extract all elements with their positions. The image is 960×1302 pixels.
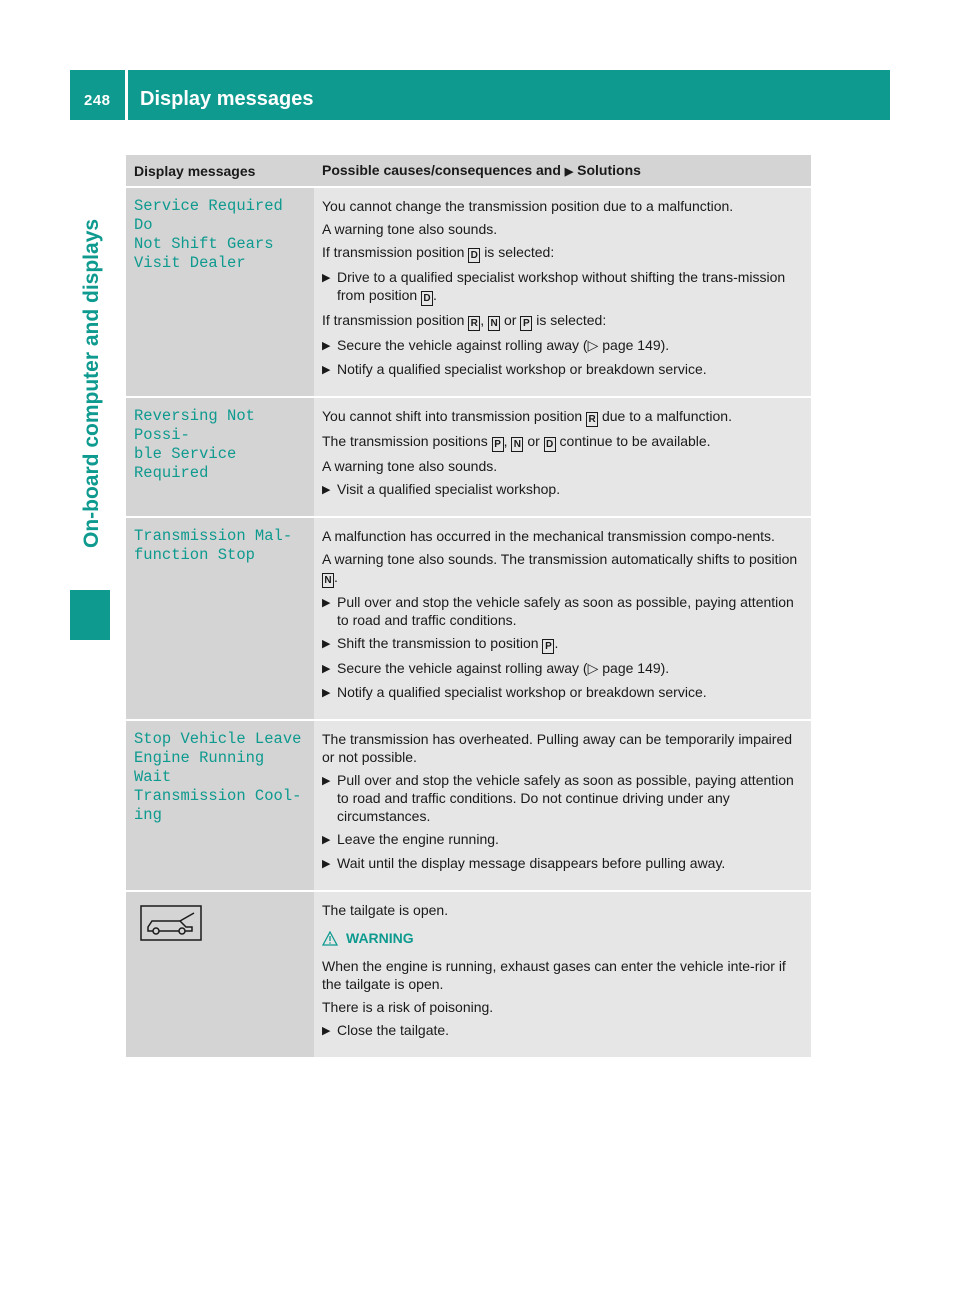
table-row: Service Required Do Not Shift Gears Visit Dealer You cannot change the transmission position due to a malfunction. A warning tone also sounds. If transmission position D is selected: ▶ Drive to a qualified specialist workshop without shifting the trans-mission from position D . If transmission position R , N or P is selected: ▶ Secure the vehicle against rolling away (▷ page 149). ▶ Notify a qualified specialist workshop or breakdown service. — [126, 187, 811, 397]
gear-d-icon: D — [421, 291, 433, 306]
display-messages-table — [126, 155, 811, 1059]
arrow-right-icon: ▶ — [322, 858, 331, 870]
table-row: Reversing Not Possi- ble Service Required You cannot shift into transmission position R due to a malfunction. The transmission positions P , N or D continue to be available. A warning tone also sounds. ▶ Visit a qualified specialist workshop. — [126, 397, 811, 517]
list-item: ▶ Drive to a qualified specialist workshop without shifting the trans-mission from position D . — [322, 269, 786, 304]
gear-p-icon: P — [542, 639, 554, 654]
header-divider — [125, 70, 128, 120]
list-item: ▶ Notify a qualified specialist workshop or breakdown service. — [322, 361, 707, 377]
arrow-right-icon: ▶ — [564, 165, 574, 178]
display-message-text: Service Required Do Not Shift Gears Visit Dealer — [134, 197, 283, 272]
arrow-right-icon: ▶ — [322, 663, 331, 675]
list-item: ▶ Pull over and stop the vehicle safely as soon as possible, paying attention to road and traffic conditions. — [322, 594, 794, 628]
display-message-text: Stop Vehicle Leave Engine Running Wait Transmission Cool- ing — [134, 730, 302, 824]
gear-r-icon: R — [468, 316, 480, 331]
gear-n-icon: N — [322, 573, 334, 588]
page-title: Display messages — [140, 88, 314, 110]
arrow-right-icon: ▶ — [322, 1025, 331, 1037]
warning-heading: WARNING — [322, 929, 803, 947]
gear-p-icon: P — [520, 316, 532, 331]
page-ref-icon: ▷ — [587, 337, 599, 353]
list-item: ▶ Notify a qualified specialist workshop or breakdown service. — [322, 684, 707, 700]
arrow-right-icon: ▶ — [322, 364, 331, 376]
table-header-row — [126, 155, 811, 187]
gear-d-icon: D — [544, 437, 556, 452]
gear-d-icon: D — [468, 248, 480, 263]
gear-n-icon: N — [511, 437, 523, 452]
list-item: ▶ Leave the engine running. — [322, 831, 499, 847]
list-item: ▶ Visit a qualified specialist workshop. — [322, 481, 561, 497]
display-message-text: Reversing Not Possi- ble Service Required — [134, 407, 255, 482]
side-tab-marker — [70, 590, 110, 640]
arrow-right-icon: ▶ — [322, 484, 331, 496]
page-ref-icon: ▷ — [587, 660, 599, 676]
table-row: The tailgate is open. WARNING When the engine is running, exhaust gases can enter the vehicle inte-rior if the tailgate is open. There is a risk of poisoning. ▶ Close the tailgate. — [126, 891, 811, 1058]
table-row: Stop Vehicle Leave Engine Running Wait Transmission Cool- ing The transmission has overheated. Pulling away can be temporarily impaired or not possible. ▶ Pull over and stop the vehicle safely as soon as possible, paying attention to road and traffic conditions. Do not continue driving under any circumstances. ▶ Leave the engine running. ▶ Wait until the display message disappears before pulling away. — [126, 720, 811, 891]
page-number: 248 — [84, 92, 111, 109]
arrow-right-icon: ▶ — [322, 340, 331, 352]
table-row: Transmission Mal- function Stop A malfunction has occurred in the mechanical transmission compo-nents. A warning tone also sounds. The transmission automatically shifts to position N . ▶ Pull over and stop the vehicle safely as soon as possible, paying attention to road and traffic conditions. ▶ Shift the transmission to position P . ▶ Secure the vehicle against rolling away (▷ page 149). ▶ Notify a qualified specialist workshop or breakdown service. — [126, 517, 811, 720]
side-tab — [72, 138, 112, 588]
arrow-right-icon: ▶ — [322, 687, 331, 699]
side-tab-label: On-board computer and displays — [80, 218, 103, 548]
gear-p-icon: P — [492, 437, 504, 452]
tailgate-open-icon — [140, 905, 202, 941]
list-item: ▶ Shift the transmission to position P . — [322, 635, 559, 652]
list-item: ▶ Secure the vehicle against rolling away (▷ page 149). — [322, 337, 670, 353]
col-header-display-messages: Display messages — [126, 155, 314, 187]
list-item: ▶ Wait until the display message disappears before pulling away. — [322, 855, 726, 871]
arrow-right-icon: ▶ — [322, 775, 331, 787]
display-message-text: Transmission Mal- function Stop — [134, 527, 293, 564]
list-item: ▶ Close the tailgate. — [322, 1022, 450, 1038]
col-header-causes: Possible causes/consequences and ▶ Solutions — [314, 155, 811, 187]
arrow-right-icon: ▶ — [322, 638, 331, 650]
gear-r-icon: R — [586, 412, 598, 427]
arrow-right-icon: ▶ — [322, 272, 331, 284]
list-item: ▶ Secure the vehicle against rolling away (▷ page 149). — [322, 660, 670, 676]
arrow-right-icon: ▶ — [322, 834, 331, 846]
gear-n-icon: N — [488, 316, 500, 331]
list-item: ▶ Pull over and stop the vehicle safely as soon as possible, paying attention to road and traffic conditions. Do not continue driving under any circumstances. — [322, 772, 794, 824]
warning-triangle-icon — [322, 931, 338, 946]
arrow-right-icon: ▶ — [322, 597, 331, 609]
